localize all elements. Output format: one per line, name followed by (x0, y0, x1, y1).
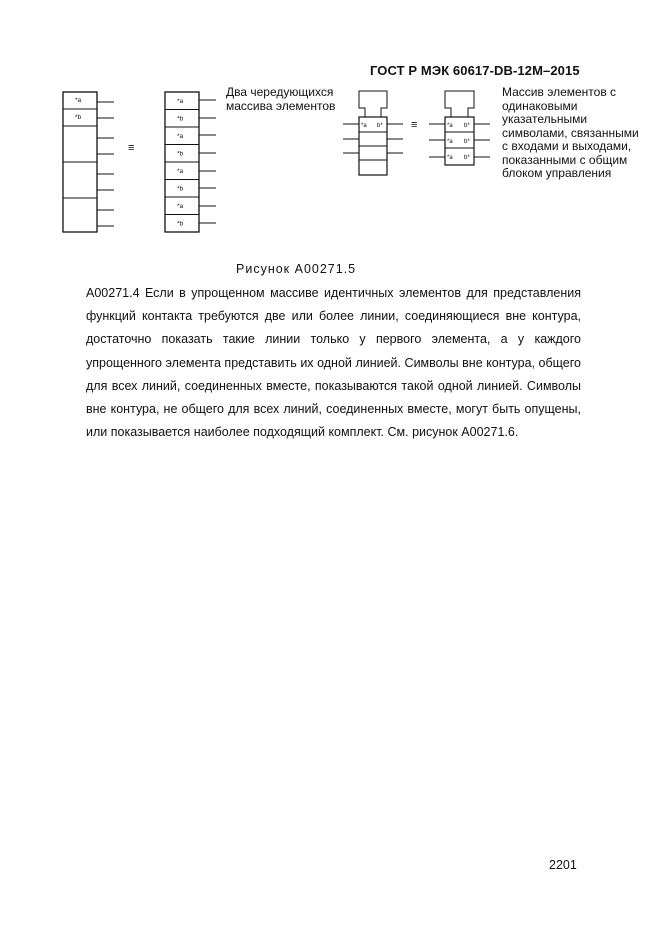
middle-array-label: *b (177, 185, 184, 193)
equivalence-symbol: ≡ (411, 119, 418, 131)
middle-array-label: *b (177, 150, 184, 158)
middle-element-array (165, 92, 216, 232)
right-right-label: b* (464, 139, 470, 145)
middle-array-label: *a (177, 133, 184, 140)
equivalence-symbol: ≡ (128, 142, 135, 154)
right-right-label: *a (447, 139, 453, 145)
left-element-array (63, 92, 114, 232)
middle-array-label: *b (177, 220, 184, 228)
document-standard-header: ГОСТ Р МЭК 60617-DB-12M–2015 (370, 63, 580, 78)
body-paragraph: A00271.4 Если в упрощенном массиве идентичных элементов для представления функций контакта требуются две или более линии, соединяющиеся вне контура, достаточно показать такие линии только у первого элемента, а у каждого упрощенного элемента представить их одной линией. Символы вне контура, общего для всех линий, соединенных вместе, показываются такой одной линией. Символы вне контура, не общего для всех линий, соединенных вместе, могут быть опущены, или показывается наиболее подходящий комплект. См. рисунок A00271.6. (86, 286, 581, 440)
right-right-label: b* (464, 123, 470, 129)
middle-array-label: *a (177, 203, 184, 210)
middle-array-label: *a (177, 98, 184, 105)
right-figure-caption: Массив элементов с одинаковыми указательными символами, связанными с входами и выходами, показанными с общим блоком управления (502, 85, 639, 180)
right-right-label: *a (447, 123, 453, 129)
right-left-label: b* (377, 123, 383, 129)
middle-array-label: *a (177, 168, 184, 175)
page-number: 2201 (549, 858, 577, 872)
middle-array-label: *b (177, 115, 184, 123)
figure-title: Рисунок A00271.5 (236, 262, 357, 276)
right-right-label: *a (447, 155, 453, 161)
right-diagram-left (343, 91, 403, 175)
right-left-label: *a (361, 123, 367, 129)
right-diagram-right (429, 91, 490, 165)
left-array-label: *b (75, 114, 82, 121)
left-figure-caption: Два чередующихся массива элементов (226, 85, 336, 113)
left-array-label: *a (75, 97, 82, 104)
right-right-label: b* (464, 155, 470, 161)
